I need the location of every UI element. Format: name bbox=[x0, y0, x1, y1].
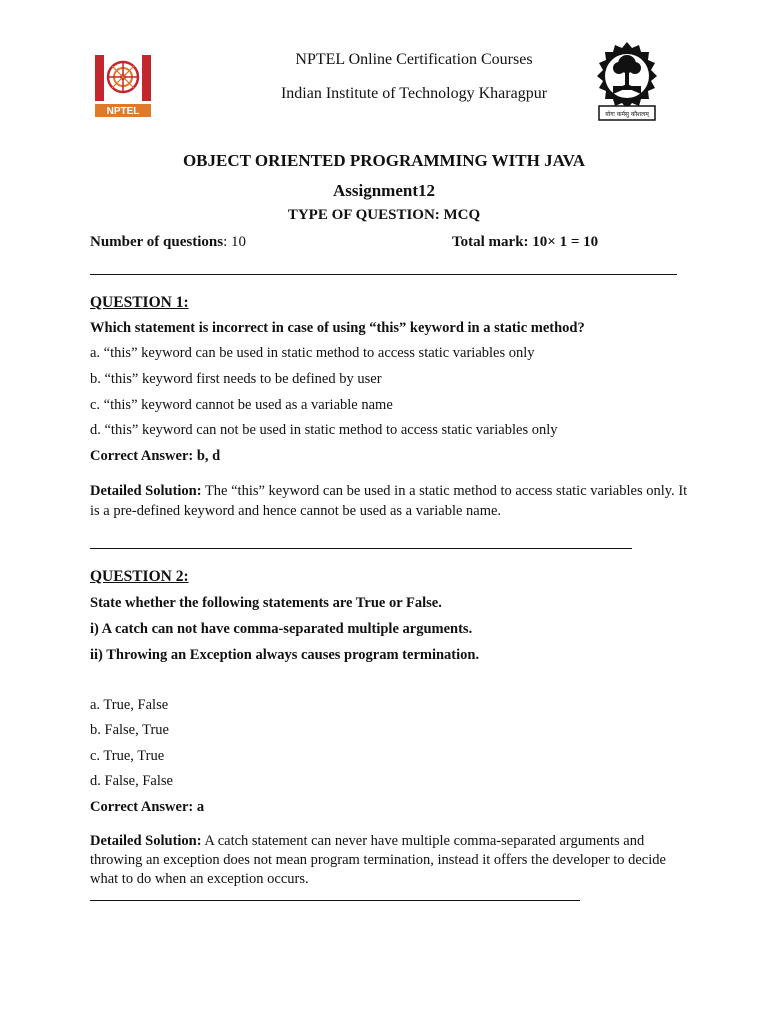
number-of-questions bbox=[90, 234, 246, 251]
question-2-option-a: a. True, False bbox=[90, 697, 169, 713]
divider bbox=[90, 900, 580, 901]
solution-text: A catch statement can never have multiple comma-separated arguments and throwing an exception does not mean program termination, instead it offers the developer to decide what to do when an exception occurs. bbox=[90, 833, 666, 887]
question-2-stem-line-2: i) A catch can not have comma-separated multiple arguments. bbox=[90, 621, 473, 637]
header-line-2: Indian Institute of Technology Kharagpur bbox=[280, 85, 548, 102]
num-questions-label: Number of questions bbox=[90, 234, 224, 250]
solution-text: The “this” keyword can be used in a static method to access static variables only. It is a pre-defined keyword and hence cannot be used as a variable name. bbox=[90, 483, 688, 519]
question-1-option-d: d. “this” keyword can not be used in static method to access static variables only bbox=[90, 422, 558, 438]
nptel-logo-text: NPTEL bbox=[106, 106, 140, 117]
question-2-option-d: d. False, False bbox=[90, 773, 173, 789]
num-questions-value: : 10 bbox=[223, 234, 246, 250]
seal-motto: योगः कर्मसु कौशलम् bbox=[605, 111, 649, 118]
solution-label: Detailed Solution: bbox=[90, 483, 202, 499]
course-title: OBJECT ORIENTED PROGRAMMING WITH JAVA bbox=[182, 151, 586, 170]
question-1-stem: Which statement is incorrect in case of using “this” keyword in a static method? bbox=[90, 320, 585, 336]
total-mark-text: Total mark: 10× 1 = 10 bbox=[452, 234, 599, 250]
question-2-stem-line-3: ii) Throwing an Exception always causes program termination. bbox=[90, 647, 480, 663]
divider bbox=[90, 548, 632, 549]
question-2-stem-line-1: State whether the following statements are True or False. bbox=[90, 595, 442, 611]
question-1-option-c: c. “this” keyword cannot be used as a variable name bbox=[90, 397, 393, 413]
assignment-title: Assignment12 bbox=[332, 181, 435, 200]
question-1-option-a: a. “this” keyword can be used in static method to access static variables only bbox=[90, 345, 535, 361]
question-1-solution bbox=[90, 481, 690, 521]
question-2-answer: Correct Answer: a bbox=[90, 799, 205, 815]
total-mark bbox=[452, 234, 598, 251]
question-1-heading: QUESTION 1: bbox=[90, 294, 189, 311]
question-2-option-b: b. False, True bbox=[90, 722, 169, 738]
divider bbox=[90, 274, 677, 275]
question-2-option-c: c. True, True bbox=[90, 748, 165, 764]
solution-label: Detailed Solution: bbox=[90, 833, 202, 849]
question-1-option-b: b. “this” keyword first needs to be defined by user bbox=[90, 371, 382, 387]
question-2-solution bbox=[90, 832, 690, 889]
question-2-heading: QUESTION 2: bbox=[90, 568, 189, 585]
question-type: TYPE OF QUESTION: MCQ bbox=[287, 207, 481, 223]
question-1-answer: Correct Answer: b, d bbox=[90, 448, 221, 464]
header-line-1: NPTEL Online Certification Courses bbox=[295, 51, 533, 68]
